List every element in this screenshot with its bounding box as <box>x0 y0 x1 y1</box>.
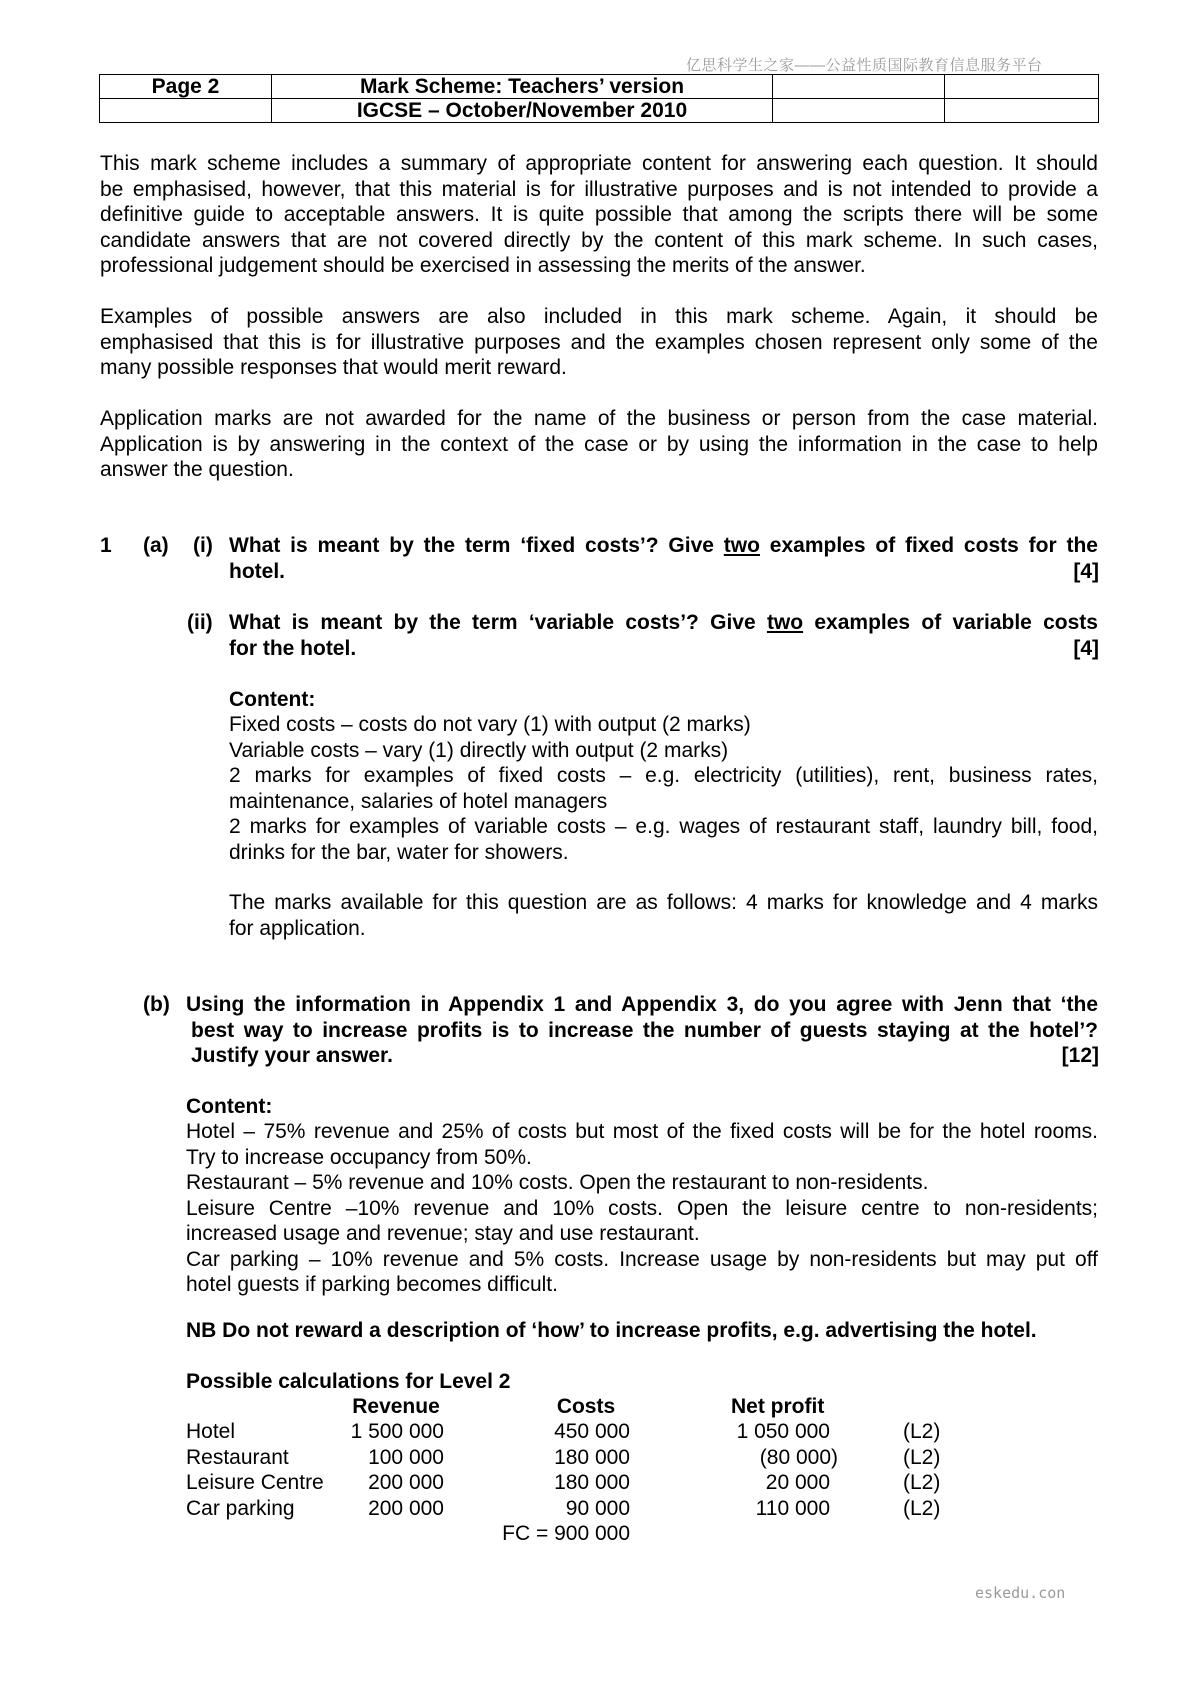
marks-note: The marks available for this question are as follows: 4 marks for knowledge and 4 marks for application. <box>229 891 1098 940</box>
calc-row-name: Leisure Centre <box>186 1471 324 1494</box>
watermark-bottom: eskedu.con <box>975 1584 1066 1602</box>
part-i-label: (i) <box>193 534 213 557</box>
calc-row-profit: 20 000 <box>765 1471 830 1494</box>
calc-row-revenue: 200 000 <box>368 1497 444 1520</box>
calc-row-level: (L2) <box>903 1420 941 1443</box>
calc-header-costs: Costs <box>556 1395 616 1418</box>
question-i-text: What is meant by the term ‘fixed costs’? Give two examples of fixed costs for the <box>229 534 1098 557</box>
calc-row-profit: (80 000) <box>759 1446 838 1469</box>
calc-row-level: (L2) <box>903 1471 941 1494</box>
question-b-marks: [12] <box>1061 1044 1099 1067</box>
content-heading-a: Content: <box>229 688 316 711</box>
intro-paragraph-2: Examples of possible answers are also included in this mark scheme. Again, it should be emphasised that this is for illustrative purposes and the examples chosen represent only some of the many possible responses that would merit reward. <box>100 305 1098 379</box>
header-table <box>99 74 1099 123</box>
calc-header-revenue: Revenue <box>352 1395 440 1418</box>
intro-paragraph-1: This mark scheme includes a summary of appropriate content for answering each question. It should be emphasised, however, that this material is for illustrative purposes and is not intended to provide a definitive guide to acceptable answers. It is quite possible that among the scripts there will be some candidate answers that are not covered directly by the content of this mark scheme. In such cases, professional judgement should be exercised in assessing the merits of the answer. <box>100 152 1098 277</box>
question-i-text-cont: hotel. <box>229 560 285 583</box>
calc-header-profit: Net profit <box>731 1395 825 1418</box>
calc-row-costs: 450 000 <box>554 1420 630 1443</box>
intro-paragraph-3: Application marks are not awarded for the name of the business or person from the case material. Application is by answering in the context of the case or by using the information in the case to help answer the question. <box>100 407 1098 481</box>
fixed-costs-total: FC = 900 000 <box>502 1522 630 1545</box>
part-ii-label: (ii) <box>187 611 213 634</box>
header-page: Page 2 <box>100 75 272 99</box>
calc-row-profit: 1 050 000 <box>736 1420 830 1443</box>
calc-row-costs: 90 000 <box>565 1497 630 1520</box>
watermark-top: 亿思科学生之家——公益性质国际教育信息服务平台 <box>686 57 1043 74</box>
header-title: Mark Scheme: Teachers’ version <box>272 75 773 99</box>
header-exam: IGCSE – October/November 2010 <box>272 99 773 123</box>
question-ii-marks: [4] <box>1073 637 1099 660</box>
calc-row-costs: 180 000 <box>554 1446 630 1469</box>
calc-row-level: (L2) <box>903 1497 941 1520</box>
question-b-text: Using the information in Appendix 1 and Appendix 3, do you agree with Jenn that ‘the best way to increase profits is to increase the number of guests staying at the hotel’? Justify your answer. <box>186 993 1098 1067</box>
calc-heading: Possible calculations for Level 2 <box>186 1370 511 1393</box>
calc-row-level: (L2) <box>903 1446 941 1469</box>
calc-row-name: Hotel <box>186 1420 236 1443</box>
calc-row-name: Car parking <box>186 1497 295 1520</box>
calc-row-revenue: 100 000 <box>368 1446 444 1469</box>
calc-row-revenue: 200 000 <box>368 1471 444 1494</box>
question-number: 1 <box>100 534 112 557</box>
calc-row-name: Restaurant <box>186 1446 289 1469</box>
calc-row-costs: 180 000 <box>554 1471 630 1494</box>
nb-note: NB Do not reward a description of ‘how’ to increase profits, e.g. advertising the hotel. <box>186 1319 1037 1342</box>
question-ii-text-cont: for the hotel. <box>229 637 357 660</box>
calc-row-profit: 110 000 <box>755 1497 830 1520</box>
part-a-label: (a) <box>143 534 169 557</box>
content-a: Fixed costs – costs do not vary (1) with output (2 marks) Variable costs – vary (1) directly with output (2 marks) 2 marks for examples of fixed costs – e.g. electricity (utilities), rent, business rates, maintenance, salaries of hotel managers 2 marks for examples of variable costs – e.g. wages of restaurant staff, laundry bill, food, drinks for the bar, water for showers. <box>229 713 1098 864</box>
part-b-label: (b) <box>143 993 170 1016</box>
question-i-marks: [4] <box>1073 560 1099 583</box>
content-b: Hotel – 75% revenue and 25% of costs but most of the fixed costs will be for the hotel rooms. Try to increase occupancy from 50%. Restaurant – 5% revenue and 10% costs. Open the restaurant to non-residents. Leisure Centre –10% revenue and 10% costs. Open the leisure centre to non-residents; increased usage and revenue; stay and use restaurant. Car parking – 10% revenue and 5% costs. Increase usage by non-residents but may put off hotel guests if parking becomes difficult. <box>186 1120 1098 1296</box>
content-heading-b: Content: <box>186 1095 273 1118</box>
question-ii-text: What is meant by the term ‘variable costs’? Give two examples of variable costs <box>229 611 1098 634</box>
calc-row-revenue: 1 500 000 <box>350 1420 444 1443</box>
